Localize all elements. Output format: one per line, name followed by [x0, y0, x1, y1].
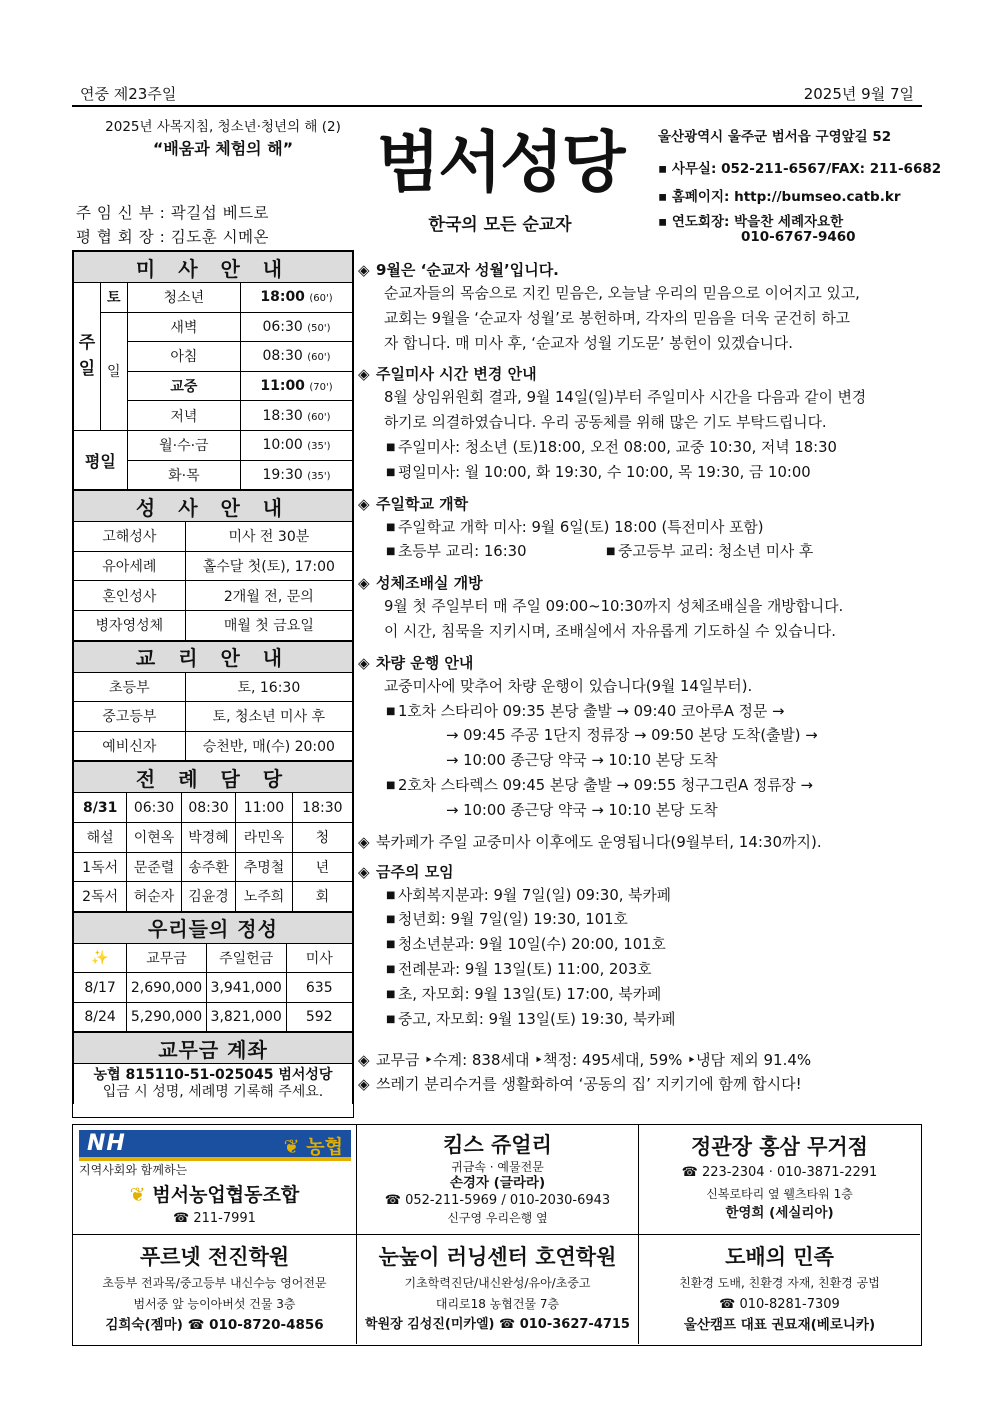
liturgy-person: 회 — [292, 882, 352, 912]
ad-phone: ☎ 223-2304 · 010-3871-2291 — [681, 1165, 878, 1180]
catechism-name: 초등부 — [74, 672, 186, 702]
square-bullet-icon: ■ — [386, 939, 396, 951]
offering-date: 8/17 — [74, 973, 127, 1003]
notice-line: 자 합니다. 매 미사 후, ‘순교자 성월 기도문’ 봉헌이 있겠습니다. — [384, 334, 793, 352]
notice-line: 이 시간, 침묵을 지키시며, 조배실에서 자유롭게 기도하실 수 있습니다. — [384, 622, 836, 640]
sacrament-table — [73, 490, 353, 640]
liturgy-time: 08:30 — [181, 793, 235, 823]
notice-title: ◈ 주일미사 시간 변경 안내 — [358, 362, 924, 386]
list-item: ■ 평일미사: 월 10:00, 화 19:30, 수 10:00, 목 19:30, 금 10:00 — [386, 461, 924, 486]
nh-logo-text: NH — [87, 1131, 126, 1156]
mass-time: 18:00 (60') — [241, 283, 353, 313]
sparkle-icon: ✨ — [74, 943, 127, 973]
square-bullet-icon: ■ — [386, 441, 396, 453]
list-item: ■ 청소년분과: 9월 10일(수) 20:00, 101호 — [386, 933, 924, 958]
liturgical-week: 연중 제23주일 — [80, 85, 177, 103]
ad-phone: ☎ 052-211-5969 / 010-2030-6943 — [384, 1193, 611, 1208]
nh-emblem-icon: ❦ — [129, 1184, 146, 1206]
mass-time: 11:00 (70') — [241, 371, 353, 401]
sacrament-name: 유아세례 — [74, 551, 186, 581]
bulletin-date: 2025년 9월 7일 — [803, 85, 914, 103]
ad-ginseng[interactable] — [639, 1125, 920, 1234]
account-number: 농협 815110-51-025045 범서성당 — [93, 1067, 333, 1084]
diamond-bullet-icon: ◈ — [358, 494, 370, 513]
mass-time: 10:00 (35') — [241, 430, 353, 460]
account-table — [73, 1032, 353, 1104]
offering-value: 592 — [286, 1002, 352, 1032]
mass-name: 교중 — [127, 371, 240, 401]
notice-title: ◈ 교무금 ‣수계: 838세대 ‣책정: 495세대, 59% ‣냉담 제외 91.4% — [358, 1048, 924, 1072]
office-phone: ▪ 사무실: 052-211-6567/FAX: 211-6682 — [658, 161, 942, 177]
sacrament-value: 미사 전 30분 — [185, 522, 352, 552]
notice-line: 교회는 9월을 ‘순교자 성월’로 봉헌하며, 각자의 믿음을 더욱 굳건히 하고 — [384, 309, 851, 327]
ad-line: 귀금속 · 예물전문 — [451, 1160, 544, 1174]
nh-logo — [79, 1130, 351, 1161]
list-item: ■ 중고, 자모회: 9월 13일(토) 19:30, 북카페 — [386, 1008, 924, 1033]
nh-phone: ☎ 211-7991 — [173, 1211, 256, 1226]
ad-title: 정관장 홍삼 무거점 — [691, 1135, 868, 1159]
diamond-bullet-icon: ◈ — [358, 261, 370, 279]
council-president: 평 협 회 장 : 김도훈 시메온 — [76, 228, 270, 246]
square-bullet-icon: ■ — [386, 705, 396, 717]
liturgy-person: 노주희 — [236, 882, 292, 912]
notice-title: ◈ 차량 운행 안내 — [358, 651, 924, 675]
catechism-value: 토, 청소년 미사 후 — [185, 702, 352, 732]
list-item: ■ 초등부 교리: 16:30 ■ 중고등부 교리: 청소년 미사 후 — [386, 540, 924, 565]
liturgy-person: 년 — [292, 852, 352, 882]
ad-phone: ☎ 010-8281-7309 — [719, 1297, 840, 1312]
diamond-bullet-icon: ◈ — [358, 574, 370, 593]
account-note: 입금 시 성명, 세례명 기록해 주세요. — [102, 1084, 324, 1101]
ad-owner: 한영희 (세실리아) — [725, 1205, 834, 1221]
nh-tagline: 지역사회와 함께하는 — [79, 1163, 188, 1177]
top-divider — [72, 105, 922, 107]
liturgy-role: 2독서 — [74, 882, 127, 912]
square-bullet-icon: ■ — [386, 521, 396, 533]
sacrament-name: 고해성사 — [74, 522, 186, 552]
notice-line: 8월 상임위원회 결과, 9월 14일(일)부터 주일미사 시간을 다음과 같이 변경 — [384, 389, 867, 407]
list-item-continued: → 10:00 종근당 약국 → 10:10 본당 도착 — [446, 801, 718, 819]
offering-date: 8/24 — [74, 1002, 127, 1032]
square-bullet-icon: ■ — [386, 889, 396, 901]
mass-name: 청소년 — [127, 283, 240, 313]
liturgy-person: 이현옥 — [127, 822, 181, 852]
nh-logo-kr: ❦ 농협 — [283, 1136, 343, 1158]
ad-line: 기초학력진단/내신완성/유아/초중고 — [404, 1276, 591, 1290]
liturgy-person: 문준렬 — [127, 852, 181, 882]
mass-section-title: 미 사 안 내 — [74, 252, 353, 283]
list-item: ■ 주일학교 개학 미사: 9월 6일(토) 18:00 (특전미사 포함) — [386, 516, 924, 541]
square-bullet-icon: ■ — [386, 1013, 396, 1025]
list-item-continued: → 10:00 종근당 약국 → 10:10 본당 도착 — [446, 752, 718, 770]
ad-line: 초등부 전과목/중고등부 내신수능 영어전문 — [102, 1276, 327, 1290]
offering-header: 미사 — [286, 943, 352, 973]
notice-title: ◈ 북카페가 주일 교중미사 이후에도 운영됩니다(9월부터, 14:30까지). — [358, 830, 924, 854]
square-bullet-icon: ■ — [386, 546, 396, 558]
mass-name: 화·목 — [127, 460, 240, 490]
ad-line: 신구영 우리은행 옆 — [447, 1211, 548, 1225]
diamond-bullet-icon: ◈ — [358, 1075, 370, 1094]
sacrament-value: 매월 첫 금요일 — [185, 610, 352, 640]
liturgy-role: 해설 — [74, 822, 127, 852]
ad-purunet[interactable] — [73, 1235, 356, 1344]
ad-kims-jewelry[interactable] — [357, 1125, 638, 1234]
chair-name: ▪ 연도회장: 박을찬 세례자요한 — [658, 214, 844, 230]
sunday-day-label: 일 — [100, 312, 127, 430]
sacrament-value: 홀수달 첫(토), 17:00 — [185, 551, 352, 581]
catechism-value: 승천반, 매(수) 20:00 — [185, 731, 352, 761]
notice-title: ◈ 성체조배실 개방 — [358, 571, 924, 595]
list-item: ■ 1호차 스타리아 09:35 본당 출발 → 09:40 코아루A 정문 → — [386, 700, 924, 725]
list-item: ■ 전례분과: 9월 13일(토) 11:00, 203호 — [386, 958, 924, 983]
notice-title: ◈ 쓰레기 분리수거를 생활화하여 ‘공동의 집’ 지키기에 함께 합시다! — [358, 1072, 924, 1096]
diamond-bullet-icon: ◈ — [358, 365, 370, 384]
liturgy-person: 청 — [292, 822, 352, 852]
feast-subtitle: 한국의 모든 순교자 — [428, 215, 572, 235]
liturgy-table — [73, 761, 353, 911]
ad-owner: 손경자 (글라라) — [449, 1175, 546, 1191]
liturgy-time: 11:00 — [236, 793, 292, 823]
offering-section-title: 우리들의 정성 — [74, 912, 353, 943]
mass-time: 06:30 (50') — [241, 312, 353, 342]
catechism-name: 예비신자 — [74, 731, 186, 761]
ad-line: 대리로18 농협건물 7층 — [435, 1297, 560, 1311]
account-info — [74, 1064, 353, 1105]
sunday-label: 주일 — [74, 283, 101, 431]
notice-title: ◈ 금주의 모임 — [358, 860, 924, 884]
offering-header: 교무금 — [127, 943, 207, 973]
sacrament-name: 혼인성사 — [74, 581, 186, 611]
catechism-value: 토, 16:30 — [185, 672, 352, 702]
liturgy-person: 김윤경 — [181, 882, 235, 912]
pastor-name: 주 임 신 부 : 곽길섭 베드로 — [76, 204, 270, 222]
ad-title: 눈높이 러닝센터 호연학원 — [378, 1245, 617, 1269]
liturgy-time: 18:30 — [292, 793, 352, 823]
notice-line: 하기로 의결하였습니다. 우리 공동체를 위해 많은 기도 부탁드립니다. — [384, 414, 827, 432]
catechism-name: 중고등부 — [74, 702, 186, 732]
chair-phone: 010-6767-9460 — [741, 229, 856, 245]
list-item-continued: → 09:45 주공 1단지 정류장 → 09:50 본당 도착(출발) → — [446, 727, 818, 745]
sacrament-value: 2개월 전, 문의 — [185, 581, 352, 611]
ad-owner: 울산캠프 대표 권묘재(베로니카) — [683, 1317, 876, 1333]
left-info-panel — [72, 250, 354, 1118]
ad-line: 친환경 도배, 친환경 자재, 친환경 공법 — [679, 1276, 880, 1290]
list-item: ■ 초, 자모회: 9월 13일(토) 17:00, 북카페 — [386, 983, 924, 1008]
catechism-section-title: 교 리 안 내 — [74, 641, 353, 672]
mass-name: 월·수·금 — [127, 430, 240, 460]
list-item: ■ 2호차 스타렉스 09:45 본당 출발 → 09:55 청구그린A 정류장 → — [386, 774, 924, 799]
diamond-bullet-icon: ◈ — [358, 1051, 370, 1070]
square-bullet-icon: ■ — [386, 779, 396, 791]
mass-time: 18:30 (60') — [241, 401, 353, 431]
mass-name: 저녁 — [127, 401, 240, 431]
notice-line: 순교자들의 목숨으로 지킨 믿음은, 오늘날 우리의 믿음으로 이어지고 있고, — [384, 285, 860, 302]
liturgy-date: 8/31 — [74, 793, 127, 823]
pastoral-theme-title: “배움과 체험의 해” — [152, 139, 294, 158]
ad-line: 범서중 앞 능이아버섯 건물 3층 — [133, 1297, 296, 1311]
offering-value: 2,690,000 — [127, 973, 207, 1003]
diamond-bullet-icon: ◈ — [358, 653, 370, 672]
ad-title: 푸르넷 전진학원 — [139, 1245, 290, 1269]
offering-table — [73, 912, 353, 1033]
notices-panel — [358, 258, 924, 1096]
offering-value: 5,290,000 — [127, 1002, 207, 1032]
homepage-link[interactable]: ▪ 홈페이지: http://bumseo.catb.kr — [658, 189, 901, 205]
church-address: 울산광역시 울주군 범서읍 구영앞길 52 — [658, 129, 892, 145]
mass-schedule-table — [73, 251, 353, 490]
notice-title: ◈ 9월은 ‘순교자 성월’입니다. — [358, 258, 924, 282]
weekday-label: 평일 — [74, 430, 128, 489]
saturday-label: 토 — [100, 283, 127, 313]
square-bullet-icon: ■ — [386, 963, 396, 975]
notice-line: 9월 첫 주일부터 매 주일 09:00~10:30까지 성체조배실을 개방합니다. — [384, 598, 844, 616]
liturgy-person: 송주환 — [181, 852, 235, 882]
ad-dobae[interactable] — [639, 1235, 920, 1344]
list-item: ■ 청년회: 9월 7일(일) 19:30, 101호 — [386, 908, 924, 933]
list-item: ■ 주일미사: 청소년 (토)18:00, 오전 08:00, 교중 10:30, 저녁 18:30 — [386, 436, 924, 461]
pastoral-theme-subtitle: 2025년 사목지침, 청소년·청년의 해 (2) — [105, 119, 341, 135]
mass-time: 19:30 (35') — [241, 460, 353, 490]
liturgy-person: 허순자 — [127, 882, 181, 912]
church-name: 범서성당 — [376, 124, 624, 201]
notice-line: 교중미사에 맞추어 차량 운행이 있습니다(9월 14일부터). — [384, 677, 753, 695]
sacrament-section-title: 성 사 안 내 — [74, 491, 353, 522]
square-bullet-icon: ■ — [606, 546, 616, 558]
ad-nunnopi[interactable] — [357, 1235, 638, 1344]
catechism-table — [73, 641, 353, 762]
diamond-bullet-icon: ◈ — [358, 832, 370, 851]
liturgy-person: 추명철 — [236, 852, 292, 882]
liturgy-time: 06:30 — [127, 793, 181, 823]
square-bullet-icon: ■ — [386, 466, 396, 478]
square-bullet-icon: ■ — [386, 914, 396, 926]
ad-title: 킴스 쥬얼리 — [443, 1133, 552, 1157]
liturgy-person: 박경혜 — [181, 822, 235, 852]
ad-nh-bank[interactable] — [73, 1125, 356, 1234]
nh-name: ❦ 범서농업협동조합 — [129, 1184, 300, 1206]
ad-contact: 학원장 김성진(미카엘) ☎ 010-3627-4715 — [365, 1317, 630, 1332]
notice-title: ◈ 주일학교 개학 — [358, 492, 924, 516]
ad-title: 도배의 민족 — [725, 1245, 834, 1269]
ad-contact: 김희숙(젬마) ☎ 010-8720-4856 — [105, 1317, 324, 1333]
mass-name: 새벽 — [127, 312, 240, 342]
advertisement-grid — [72, 1124, 922, 1346]
mass-time: 08:30 (60') — [241, 342, 353, 372]
square-bullet-icon: ■ — [386, 988, 396, 1000]
liturgy-person: 라민옥 — [236, 822, 292, 852]
account-section-title: 교무금 계좌 — [74, 1033, 353, 1064]
offering-header: 주일헌금 — [206, 943, 286, 973]
liturgy-section-title: 전 례 담 당 — [74, 762, 353, 793]
ad-line: 신복로타리 옆 웰츠타워 1층 — [706, 1187, 853, 1201]
liturgy-role: 1독서 — [74, 852, 127, 882]
list-item: ■ 사회복지분과: 9월 7일(일) 09:30, 북카페 — [386, 884, 924, 909]
offering-value: 635 — [286, 973, 352, 1003]
mass-name: 아침 — [127, 342, 240, 372]
offering-value: 3,821,000 — [206, 1002, 286, 1032]
offering-value: 3,941,000 — [206, 973, 286, 1003]
sacrament-name: 병자영성체 — [74, 610, 186, 640]
diamond-bullet-icon: ◈ — [358, 862, 370, 881]
